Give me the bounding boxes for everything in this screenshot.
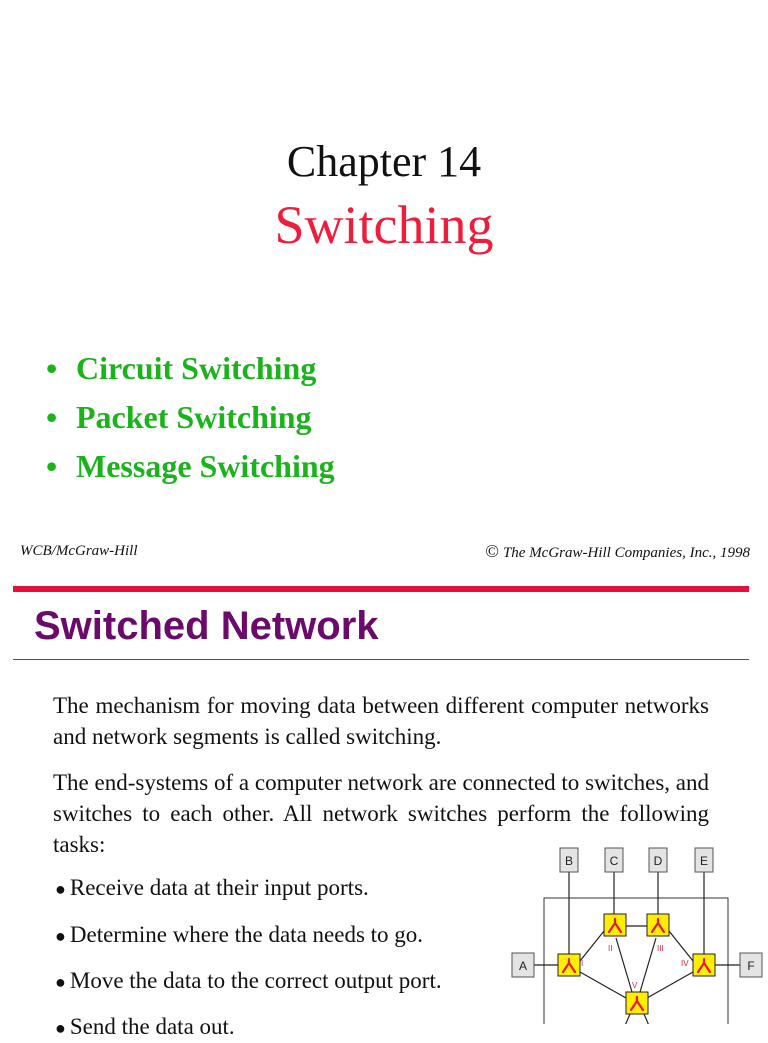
bullet-icon: ● xyxy=(55,1018,66,1038)
switch-node xyxy=(693,954,715,976)
task-item xyxy=(55,920,423,951)
switch-node xyxy=(558,954,580,976)
station-label: B xyxy=(564,854,574,868)
tasks-paragraph: The end-systems of a computer network are connected to switches, and switches to each other. All network switches perform the following tasks: xyxy=(53,770,709,857)
switch-label: V xyxy=(632,981,638,990)
topic-list xyxy=(46,344,335,491)
task-label: Send the data out. xyxy=(69,1014,235,1039)
task-item xyxy=(55,966,442,997)
bullet-icon: ● xyxy=(55,879,66,899)
chapter-title: Switching xyxy=(274,195,494,255)
station-label: E xyxy=(699,854,709,868)
publisher-footer: WCB/McGraw-Hill xyxy=(20,543,138,559)
slide-divider xyxy=(13,586,749,592)
bullet-icon: ● xyxy=(55,926,66,946)
copyright-icon: © xyxy=(485,541,499,561)
switch-node xyxy=(604,914,626,936)
topic-item xyxy=(46,344,335,393)
station-label: C xyxy=(609,854,619,868)
task-label: Determine where the data needs to go. xyxy=(69,922,424,947)
station-label: D xyxy=(653,854,663,868)
bullet-icon: • xyxy=(46,350,58,386)
switch-node xyxy=(647,914,669,936)
station-label: A xyxy=(518,959,528,973)
switch-label: III xyxy=(657,944,664,953)
intro-paragraph: The mechanism for moving data between different computer networks and network segments is called switching. xyxy=(53,693,709,749)
topic-item xyxy=(46,393,335,442)
station-label: F xyxy=(747,959,755,973)
title-underline xyxy=(13,659,749,660)
copyright-footer xyxy=(485,541,750,562)
task-item xyxy=(55,1012,235,1043)
topic-label: Packet Switching xyxy=(76,399,312,435)
switch-label: I xyxy=(581,959,584,968)
topic-label: Circuit Switching xyxy=(76,350,317,386)
slide-title: Switched Network xyxy=(34,604,379,648)
bullet-icon: • xyxy=(46,448,58,484)
topic-label: Message Switching xyxy=(76,448,335,484)
bullet-icon: • xyxy=(46,399,58,435)
task-item xyxy=(55,873,369,904)
switch-label: IV xyxy=(681,959,689,968)
switch-label: II xyxy=(608,944,613,953)
task-label: Move the data to the correct output port. xyxy=(69,968,442,993)
topic-item xyxy=(46,442,335,491)
chapter-heading: Chapter 14 xyxy=(286,137,482,186)
switch-node xyxy=(626,992,648,1014)
bullet-icon: ● xyxy=(55,972,66,992)
task-label: Receive data at their input ports. xyxy=(69,875,369,900)
copyright-text: The McGraw-Hill Companies, Inc., 1998 xyxy=(502,545,750,561)
switched-network-diagram xyxy=(508,838,766,1024)
